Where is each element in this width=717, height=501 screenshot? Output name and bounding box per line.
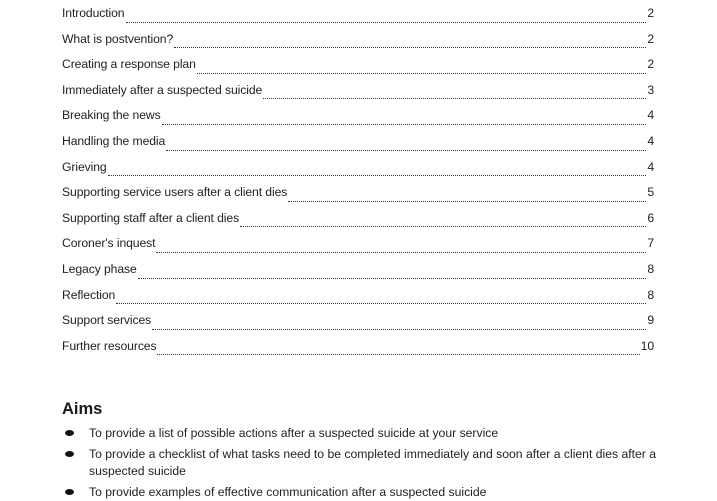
- bullet-icon: [65, 489, 74, 495]
- aims-list-item: [62, 425, 662, 442]
- toc-entry[interactable]: [62, 211, 654, 237]
- aims-list-item: [62, 446, 662, 480]
- aims-list-item: [62, 484, 662, 501]
- toc-entry[interactable]: [62, 57, 654, 83]
- aims-item-text: To provide examples of effective communication after a suspected suicide: [89, 485, 487, 499]
- toc-entry[interactable]: [62, 262, 654, 288]
- toc-entry-title: Grieving: [62, 159, 107, 174]
- toc-entry-page: 2: [647, 31, 654, 46]
- toc-entry-page: 2: [647, 57, 654, 72]
- toc-dot-leader: [162, 124, 647, 125]
- toc-entry-title: Handling the media: [62, 133, 166, 148]
- toc-dot-leader: [156, 252, 646, 253]
- toc-entry[interactable]: [62, 313, 654, 339]
- toc-entry[interactable]: [62, 83, 654, 109]
- toc-entry-title: Supporting service users after a client dies: [62, 185, 288, 200]
- toc-entry-page: 4: [647, 133, 654, 148]
- toc-dot-leader: [288, 201, 646, 202]
- toc-entry-page: 7: [647, 236, 654, 251]
- toc-entry[interactable]: [62, 108, 654, 134]
- toc-entry-page: 5: [647, 185, 654, 200]
- toc-entry[interactable]: [62, 134, 654, 160]
- toc-dot-leader: [152, 329, 646, 330]
- toc-entry-title: Introduction: [62, 6, 125, 20]
- toc-entry[interactable]: [62, 339, 654, 365]
- toc-entry-title: Coroner's inquest: [62, 236, 156, 251]
- toc-dot-leader: [138, 278, 647, 279]
- toc-entry-title: Breaking the news: [62, 108, 161, 123]
- toc-entry[interactable]: [62, 288, 654, 314]
- toc-entry[interactable]: [62, 236, 654, 262]
- toc-dot-leader: [174, 47, 646, 48]
- toc-entry-title: Supporting staff after a client dies: [62, 210, 240, 225]
- toc-dot-leader: [263, 98, 646, 99]
- toc-entry[interactable]: [62, 32, 654, 58]
- aims-item-text: To provide a list of possible actions after a suspected suicide at your service: [89, 426, 499, 440]
- aims-item-text: To provide a checklist of what tasks need to be completed immediately and soon after a client dies after a suspected suicide: [89, 447, 657, 478]
- toc-dot-leader: [240, 226, 646, 227]
- toc-dot-leader: [166, 150, 646, 151]
- toc-entry[interactable]: [62, 185, 654, 211]
- toc-dot-leader: [197, 73, 647, 74]
- aims-list: [62, 425, 662, 501]
- toc-entry-title: Legacy phase: [62, 261, 137, 276]
- toc-entry-title: Support services: [62, 313, 152, 328]
- toc-dot-leader: [116, 303, 646, 304]
- toc-dot-leader: [108, 175, 647, 176]
- bullet-icon: [65, 430, 74, 436]
- toc-entry[interactable]: [62, 160, 654, 186]
- toc-dot-leader: [126, 22, 647, 23]
- toc-entry-title: What is postvention?: [62, 31, 174, 46]
- toc-entry-page: 8: [647, 287, 654, 302]
- aims-heading: Aims: [62, 400, 103, 418]
- toc-entry-page: 3: [647, 82, 654, 97]
- toc-entry-page: 4: [647, 108, 654, 123]
- toc-entry-page: 6: [647, 210, 654, 225]
- toc-entry-page: 4: [647, 159, 654, 174]
- bullet-icon: [65, 451, 74, 457]
- toc-entry-title: Immediately after a suspected suicide: [62, 82, 263, 97]
- toc-entry-title: Creating a response plan: [62, 57, 196, 72]
- toc-entry-page: 10: [640, 338, 654, 353]
- toc-entry[interactable]: [62, 6, 654, 32]
- toc-dot-leader: [157, 354, 639, 355]
- toc-entry-page: 9: [647, 313, 654, 328]
- toc-entry-title: Reflection: [62, 287, 116, 302]
- toc-entry-title: Further resources: [62, 338, 157, 353]
- toc-entry-page: 2: [647, 6, 654, 20]
- toc-entry-page: 8: [647, 261, 654, 276]
- table-of-contents: [62, 6, 654, 364]
